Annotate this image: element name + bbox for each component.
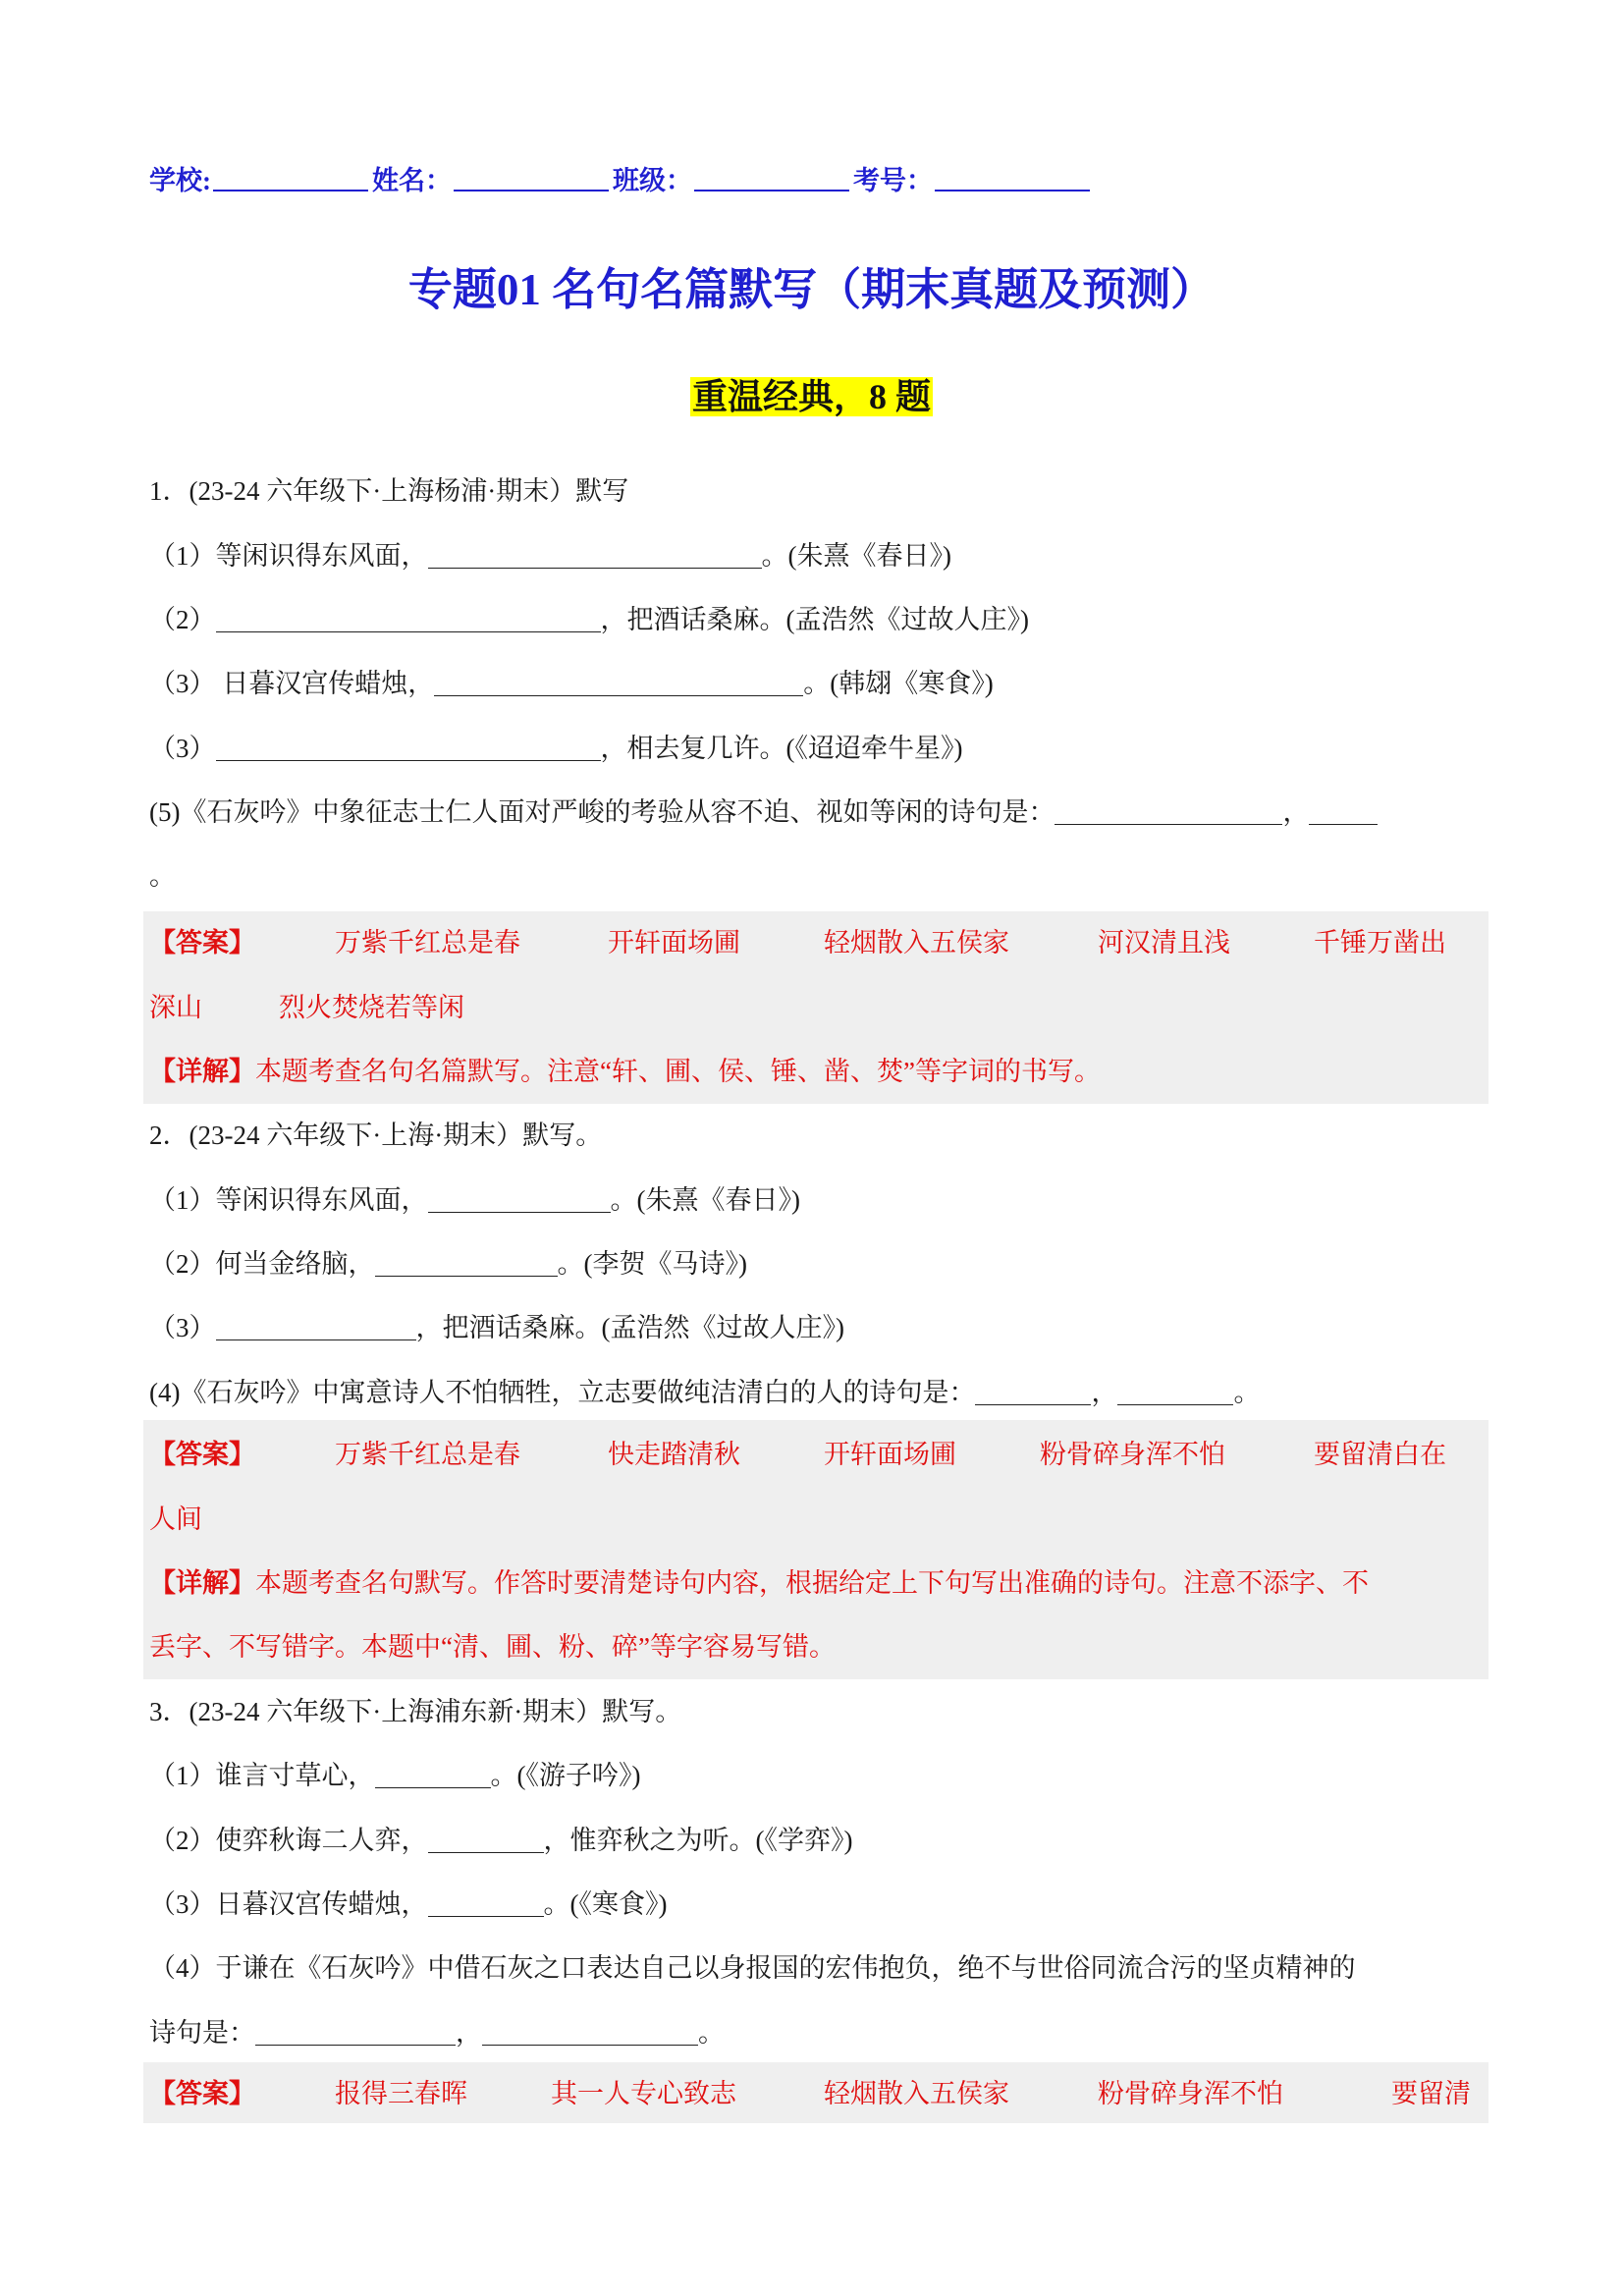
school-label: 学校: <box>149 166 211 195</box>
section-subtitle <box>0 369 1623 419</box>
q3-line-2: （2）使弈秋诲二人弈， ，惟弈秋之为听。(《学弈》) <box>149 1826 853 1855</box>
q2-line-3: （3） ，把酒话桑麻。(孟浩然《过故人庄》) <box>149 1313 844 1342</box>
q2-line-4: (4)《石灰吟》中寓意诗人不怕牺牲，立志要做纯洁清白的人的诗句是： ， 。 <box>149 1378 1261 1407</box>
q1-line-5-end: 。 <box>149 861 176 891</box>
exam-no-label: 考号： <box>853 166 933 195</box>
q3-line-3: （3）日暮汉宫传蜡烛， 。(《寒食》) <box>149 1889 668 1919</box>
q2-line-1: （1）等闲识得东风面， 。(朱熹《春日》) <box>149 1185 800 1215</box>
q1-explanation: 【详解】本题考查名句名篇默写。注意“轩、圃、侯、锤、凿、焚”等字词的书写。 <box>149 1057 1101 1086</box>
q2-explanation-1: 【详解】本题考查名句默写。作答时要清楚诗句内容，根据给定上下句写出准确的诗句。注意不添字、不 <box>149 1568 1369 1598</box>
q2-answer-line-2: 人间 <box>149 1504 202 1534</box>
q1-line-3: （3） 日暮汉宫传蜡烛， 。(韩翃《寒食》) <box>149 669 994 698</box>
q1-line-4: （3） ，相去复几许。(《迢迢牵牛星》) <box>149 734 963 763</box>
school-blank <box>213 166 368 191</box>
q2-explanation-2: 丢字、不写错字。本题中“清、圃、粉、碎”等字容易写错。 <box>149 1632 836 1662</box>
name-blank <box>454 166 609 191</box>
q1-answer-line-1: 【答案】 万紫千红总是春 开轩面场圃 轻烟散入五侯家 河汉清且浅 千锤万凿出 <box>149 928 1446 957</box>
student-info-line <box>149 159 1094 197</box>
q1-line-5: (5)《石灰吟》中象征志士仁人面对严峻的考验从容不迫、视如等闲的诗句是： ， <box>149 793 1378 832</box>
exam-no-blank <box>935 166 1090 191</box>
q3-line-4: （4）于谦在《石灰吟》中借石灰之口表达自己以身报国的宏伟抱负，绝不与世俗同流合污的坚贞精神的 <box>149 1953 1356 1983</box>
q3-stem: 3．(23-24 六年级下·上海浦东新·期末）默写。 <box>149 1697 682 1726</box>
q3-line-5: 诗句是： ， 。 <box>149 2018 725 2048</box>
q1-answer-line-2: 深山 烈火焚烧若等闲 <box>149 993 464 1022</box>
q1-stem: 1．(23-24 六年级下·上海杨浦·期末）默写 <box>149 476 629 506</box>
q1-line-1: （1）等闲识得东风面， 。(朱熹《春日》) <box>149 541 951 571</box>
q2-line-2: （2）何当金络脑， 。(李贺《马诗》) <box>149 1249 747 1279</box>
q1-line-2: （2） ，把酒话桑麻。(孟浩然《过故人庄》) <box>149 605 1029 634</box>
class-blank <box>694 166 849 191</box>
q3-answer-line-1: 【答案】 报得三春晖 其一人专心致志 轻烟散入五侯家 粉骨碎身浑不怕 要留清 <box>149 2079 1471 2108</box>
page-title: 专题01 名句名篇默写（期末真题及预测） <box>407 265 1216 314</box>
class-label: 班级： <box>613 166 692 195</box>
q2-answer-line-1: 【答案】 万紫千红总是春 快走踏清秋 开轩面场圃 粉骨碎身浑不怕 要留清白在 <box>149 1440 1446 1469</box>
q3-line-1: （1）谁言寸草心， 。(《游子吟》) <box>149 1761 641 1790</box>
name-label: 姓名： <box>372 166 452 195</box>
subtitle-highlight: 重温经典，8 题 <box>691 377 931 416</box>
q2-stem: 2．(23-24 六年级下·上海·期末）默写。 <box>149 1121 603 1150</box>
